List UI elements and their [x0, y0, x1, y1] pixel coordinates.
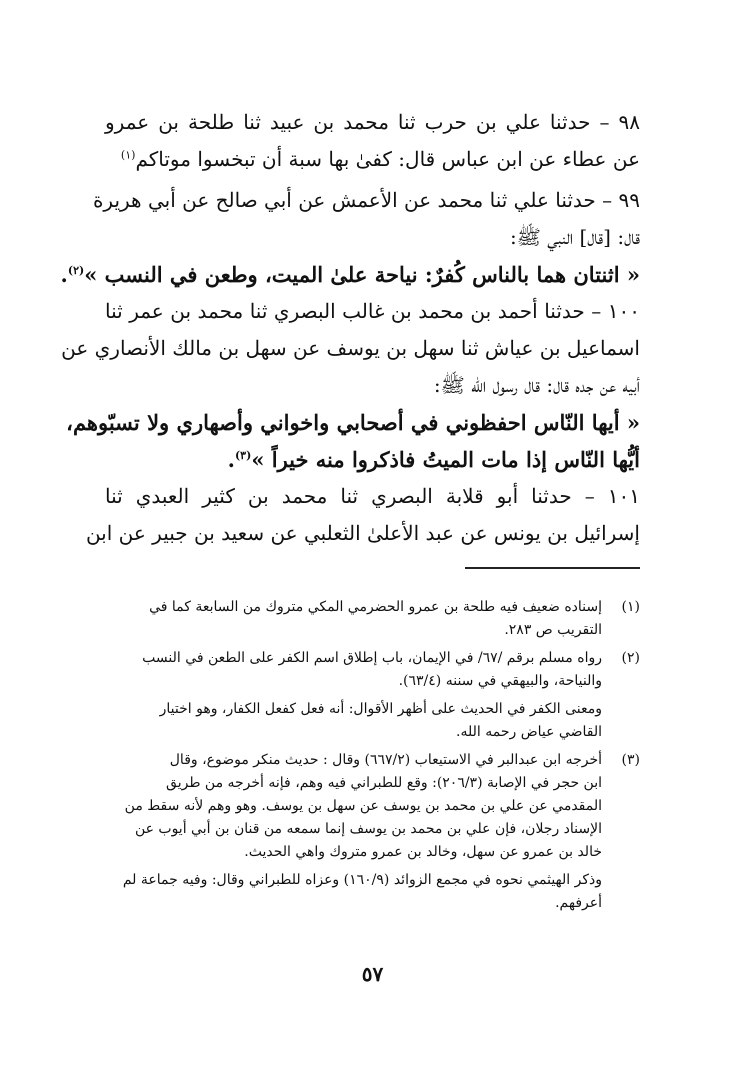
hadith-99-matn-text: « اثنتان هما بالناس كُفرٌ: نياحة علىٰ الميت، وطعن في النسب »: [84, 262, 640, 287]
hadith-99-matn: « اثنتان هما بالناس كُفرٌ: نياحة علىٰ الميت، وطعن في النسب »$^{(٢)}$.: [60, 262, 640, 287]
hadith-100-matn-line-2-text: أيُّها النّاس إذا مات الميتُ فاذكروا منه خيراً »: [251, 447, 640, 472]
footnote-3-continuation-line: وذكر الهيثمي نحوه في مجمع الزوائد (١٦٠/٩) وعزاه للطبراني وقال: وفيه جماعة لم: [122, 872, 602, 888]
footnote-2-number: (٢): [621, 650, 640, 666]
footnote-2-continuation: [105, 698, 640, 744]
footnote-1-text: [105, 596, 602, 642]
footnote-2-text: [105, 647, 602, 693]
footnote-2: [105, 647, 640, 693]
footnote-3-line: ابن حجر في الإصابة (٢٠٦/٣): وقع للطبراني فيه وهم، فإنه أخرجه من طريق: [166, 775, 602, 791]
footnote-3-number: (٣): [621, 752, 640, 768]
footnote-1-line: إسناده ضعيف فيه طلحة بن عمرو الحضرمي المكي متروك من السابعة كما في: [149, 599, 602, 615]
hadith-100-matn-line-1: « أيها النّاس احفظوني في أصحابي واخواني وأصهاري ولا تسبّوهم،: [66, 410, 640, 435]
footnote-1: [105, 596, 640, 642]
footnote-3-continuation: [105, 869, 640, 915]
hadith-100-line-1: ١٠٠ – حدثنا أحمد بن محمد بن غالب البصري ثنا محمد بن عمر ثنا: [105, 299, 640, 323]
hadith-100-matn-line-2: أيُّها النّاس إذا مات الميتُ فاذكروا منه خيراً »$^{(٣)}$.: [227, 447, 640, 472]
footnote-3-continuation-line: أعرفهم.: [555, 895, 602, 911]
footnote-2-line: رواه مسلم برقم /٦٧/ في الإيمان، باب إطلاق اسم الكفر على الطعن في النسب: [142, 650, 602, 666]
footnote-ref-3: (٣): [234, 449, 252, 462]
footnote-3-line: المقدمي عن علي بن محمد بن يوسف عن سهل بن يوسف. وهو وهم لأنه سقط من: [124, 798, 602, 814]
footnote-ref-2: (٢): [67, 264, 85, 277]
footnote-3-line: الإسناد رجلان، فإن علي بن محمد بن يوسف إنما سمعه من قنان بن أبي أيوب عن: [134, 821, 602, 837]
footnote-3-continuation-text: [105, 869, 602, 915]
main-text: [60, 104, 640, 552]
footnote-2-continuation-text: [105, 698, 602, 744]
footnotes: [105, 596, 640, 920]
footnote-1-number: (١): [621, 599, 640, 615]
hadith-99-line-2: قال: [قال] النبي ﷺ:: [510, 225, 640, 249]
page-number: ٥٧: [361, 962, 384, 986]
footnote-2-line: والنياحة، والبيهقي في سننه (٦٣/٤).: [398, 673, 602, 689]
book-page: [60, 104, 640, 1064]
footnote-separator: [465, 567, 640, 569]
footnote-2-continuation-line: ومعنى الكفر في الحديث على أظهر الأقوال: أنه فعل كفعل الكفار، وهو اختيار: [159, 701, 602, 717]
footnote-1-line: التقريب ص ٢٨٣.: [504, 622, 602, 638]
hadith-100-line-3: أبيه عن جده قال: قال رسول الله ﷺ:: [433, 373, 640, 397]
footnote-ref-1: (١): [120, 148, 136, 162]
hadith-101-line-1: ١٠١ – حدثنا أبو قلابة البصري ثنا محمد بن كثير العبدي ثنا: [105, 484, 640, 508]
footnote-3-line: أخرجه ابن عبدالبر في الاستيعاب (٦٦٧/٢) وقال : حديث منكر موضوع، وقال: [169, 752, 602, 768]
footnote-3-line: خالد بن عمرو عن سهل، وخالد بن عمرو متروك واهي الحديث.: [244, 844, 602, 860]
hadith-98-line-2: [105, 141, 640, 178]
hadith-100-line-2: اسماعيل بن عياش ثنا سهل بن يوسف عن سهل بن مالك الأنصاري عن: [61, 336, 640, 360]
hadith-99-line-1: ٩٩ – حدثنا علي ثنا محمد عن الأعمش عن أبي صالح عن أبي هريرة: [92, 188, 640, 212]
footnote-2-continuation-line: القاضي عياض رحمه الله.: [456, 724, 602, 740]
footnote-3: [105, 749, 640, 864]
footnote-3-text: [105, 749, 602, 864]
hadith-101-line-2: إسرائيل بن يونس عن عبد الأعلىٰ الثعلبي عن سعيد بن جبير عن ابن: [85, 521, 640, 545]
hadith-98-line-2-text: عن عطاء عن ابن عباس قال: كفىٰ بها سبة أن تبخسوا موتاكم: [135, 147, 640, 171]
hadith-98-line-1: ٩٨ – حدثنا علي بن حرب ثنا محمد بن عبيد ثنا طلحة بن عمرو: [105, 110, 640, 134]
